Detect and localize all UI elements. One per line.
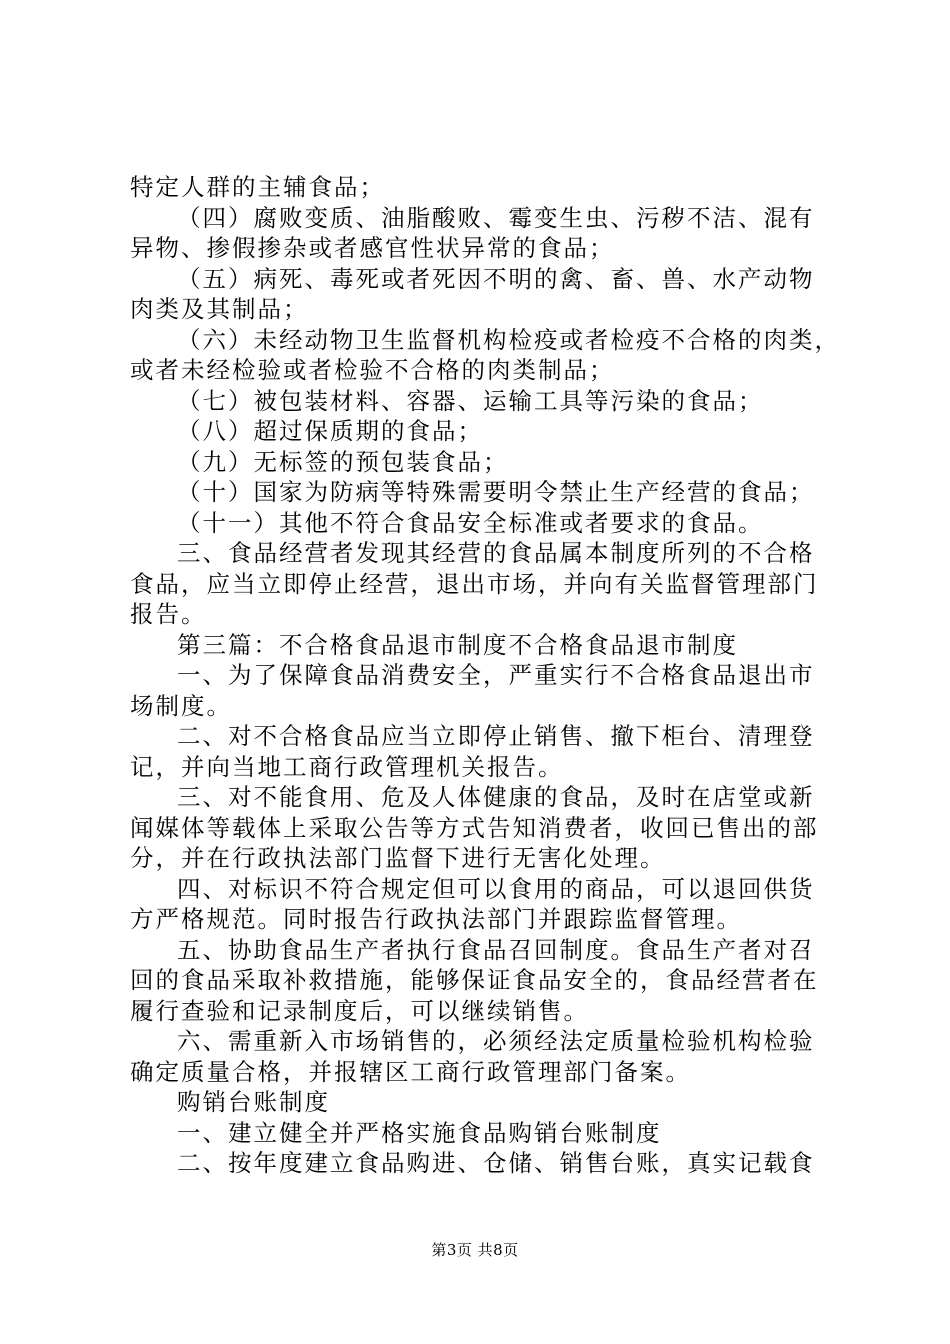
text-line: 方严格规范。同时报告行政执法部门并跟踪监督管理。	[130, 905, 742, 933]
text-line: 闻媒体等载体上采取公告等方式告知消费者，收回已售出的部	[130, 813, 819, 842]
text-line: 三、食品经营者发现其经营的食品属本制度所列的不合格	[177, 539, 815, 567]
text-line: 二、按年度建立食品购进、仓储、销售台账，真实记载食	[177, 1149, 815, 1177]
text-line: 或者未经检验或者检验不合格的肉类制品；	[130, 356, 615, 384]
text-line: 食品，应当立即停止经营，退出市场，并向有关监督管理部门	[130, 569, 819, 598]
text-line: （十）国家为防病等特殊需要明令禁止生产经营的食品；	[177, 478, 815, 506]
text-line: 购销台账制度	[177, 1088, 330, 1116]
text-line: 第三篇：不合格食品退市制度不合格食品退市制度	[177, 630, 738, 659]
text-line: 二、对不合格食品应当立即停止销售、撤下柜台、清理登	[177, 722, 815, 750]
document-body	[130, 172, 840, 1179]
text-line: 四、对标识不符合规定但可以食用的商品，可以退回供货	[177, 874, 815, 903]
text-line: （七）被包装材料、容器、运输工具等污染的食品；	[177, 386, 764, 415]
text-line: 三、对不能食用、危及人体健康的食品，及时在店堂或新	[177, 783, 815, 811]
text-line: 报告。	[130, 600, 207, 628]
text-line: （十一）其他不符合食品安全标准或者要求的食品。	[177, 508, 764, 537]
text-line: （九）无标签的预包装食品；	[177, 447, 509, 476]
text-line: 回的食品采取补救措施，能够保证食品安全的，食品经营者在	[130, 966, 819, 994]
text-line: （四）腐败变质、油脂酸败、霉变生虫、污秽不洁、混有	[177, 203, 815, 232]
text-line: （五）病死、毒死或者死因不明的禽、畜、兽、水产动物	[177, 264, 815, 293]
text-line: 异物、掺假掺杂或者感官性状异常的食品；	[130, 234, 615, 262]
text-line: 履行查验和记录制度后，可以继续销售。	[130, 996, 589, 1025]
text-line: 一、建立健全并严格实施食品购销台账制度	[177, 1118, 662, 1147]
text-line: 特定人群的主辅食品；	[130, 173, 385, 201]
text-line: 记，并向当地工商行政管理机关报告。	[130, 752, 564, 781]
text-line: （八）超过保质期的食品；	[177, 417, 483, 445]
text-line: （六）未经动物卫生监督机构检疫或者检疫不合格的肉类，	[177, 325, 840, 354]
text-line: 确定质量合格，并报辖区工商行政管理部门备案。	[130, 1057, 691, 1086]
text-line: 场制度。	[130, 691, 232, 720]
text-line: 五、协助食品生产者执行食品召回制度。食品生产者对召	[177, 935, 815, 964]
text-line: 六、需重新入市场销售的，必须经法定质量检验机构检验	[177, 1027, 815, 1055]
text-line: 分，并在行政执法部门监督下进行无害化处理。	[130, 844, 666, 872]
text-line: 一、为了保障食品消费安全，严重实行不合格食品退出市	[177, 661, 815, 689]
text-line: 肉类及其制品；	[130, 295, 309, 323]
page-footer: 第3页 共8页	[431, 1241, 519, 1259]
